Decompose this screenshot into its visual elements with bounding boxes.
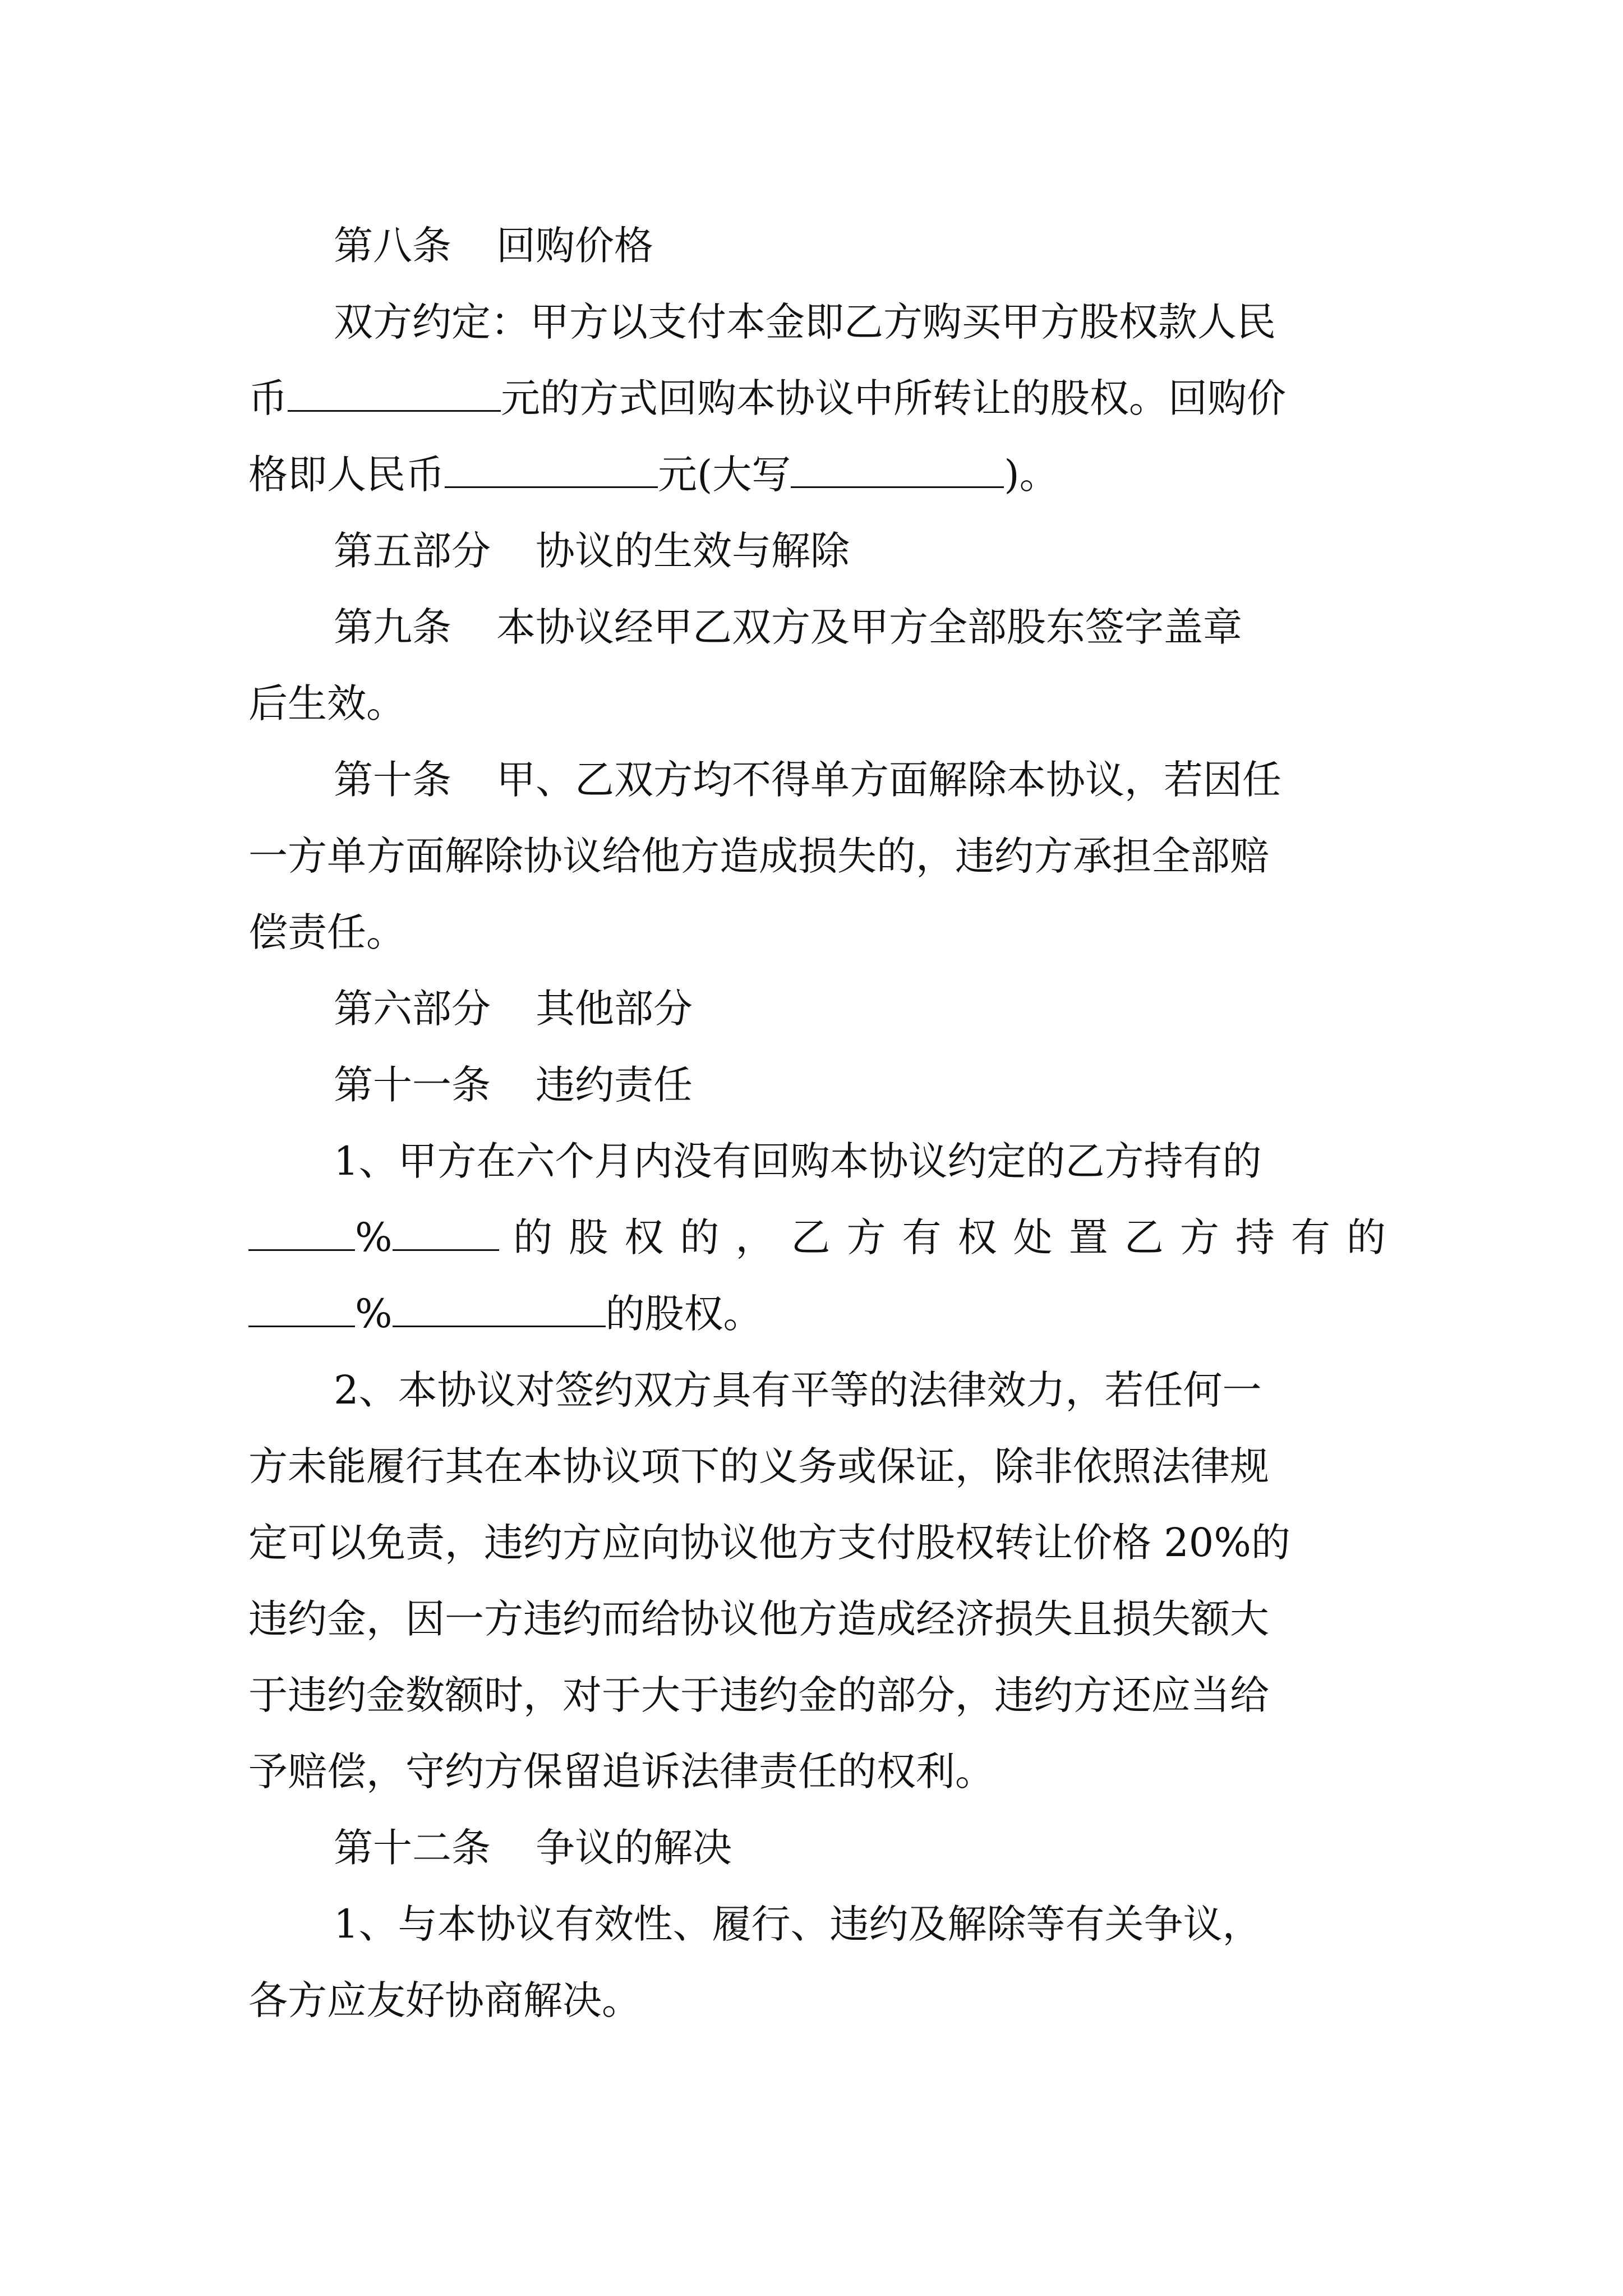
clause-line xyxy=(248,1276,1386,1352)
fill-in-blank xyxy=(393,1294,606,1327)
text-run: 元的方式回购本协议中所转让的股权。回购价 xyxy=(501,375,1286,421)
text-run: 元(大写 xyxy=(658,452,791,498)
article-12-heading xyxy=(248,1810,1386,1886)
article-number: 第八条 xyxy=(334,223,451,269)
fill-in-blank xyxy=(248,1294,355,1327)
article-8-heading xyxy=(248,208,1386,284)
clause-line: 1、甲方在六个月内没有回购本协议约定的乙方持有的 xyxy=(334,1138,1262,1184)
article-title: 违约责任 xyxy=(536,1062,693,1108)
document-page xyxy=(248,208,1386,2039)
article-9-heading xyxy=(248,589,1386,665)
article-title: 争议的解决 xyxy=(536,1825,732,1871)
text-run: 格即人民币 xyxy=(248,452,445,498)
fill-in-blank xyxy=(248,1218,355,1251)
fill-in-blank xyxy=(445,455,658,488)
article-10-heading xyxy=(248,742,1386,818)
part-number: 第六部分 xyxy=(334,986,491,1032)
clause-line: 于违约金数额时，对于大于违约金的部分，违约方还应当给 xyxy=(248,1672,1269,1718)
clause-line: 方未能履行其在本协议项下的义务或保证，除非依照法律规 xyxy=(248,1443,1269,1489)
percent-sign: % xyxy=(355,1214,393,1260)
clause-line: % 的 股 权 的 ， 乙 方 有 权 处 置 乙 方 持 有 的 xyxy=(248,1199,1386,1276)
clause-line: 各方应友好协商解决。 xyxy=(248,1977,641,2023)
clause-line: 定可以免责，违约方应向协议他方支付股权转让价格 20%的 xyxy=(248,1520,1290,1566)
part-title: 其他部分 xyxy=(536,986,693,1032)
fill-in-blank xyxy=(791,455,1004,488)
paragraph-line: 双方约定：甲方以支付本金即乙方购买甲方股权款人民 xyxy=(334,299,1276,345)
part-6-heading xyxy=(248,970,1386,1047)
article-number: 第十一条 xyxy=(334,1062,491,1108)
text-run: 的股权。 xyxy=(605,1291,763,1337)
paragraph-line xyxy=(248,436,1386,513)
clause-line: 违约金，因一方违约而给协议他方造成经济损失且损失额大 xyxy=(248,1596,1269,1642)
paragraph-line: 偿责任。 xyxy=(248,909,405,955)
article-number: 第九条 xyxy=(334,604,451,650)
percent-sign: % xyxy=(355,1291,393,1337)
part-title: 协议的生效与解除 xyxy=(536,528,850,574)
paragraph-line: 后生效。 xyxy=(248,680,405,726)
paragraph-line xyxy=(248,360,1386,436)
text-run: 甲、乙双方均不得单方面解除本协议，若因任 xyxy=(496,757,1281,803)
part-number: 第五部分 xyxy=(334,528,491,574)
clause-line: 2、本协议对签约双方具有平等的法律效力，若任何一 xyxy=(334,1367,1262,1413)
article-number: 第十条 xyxy=(334,757,451,803)
text-run: 本协议经甲乙双方及甲方全部股东签字盖章 xyxy=(496,604,1242,650)
part-5-heading xyxy=(248,513,1386,589)
text-run: )。 xyxy=(1004,452,1059,498)
fill-in-blank xyxy=(288,379,501,412)
article-title: 回购价格 xyxy=(496,223,653,269)
paragraph-line: 一方单方面解除协议给他方造成损失的，违约方承担全部赔 xyxy=(248,833,1269,879)
text-run: 币 xyxy=(248,375,288,421)
clause-line: 1、与本协议有效性、履行、违约及解除等有关争议， xyxy=(334,1901,1262,1947)
article-11-heading xyxy=(248,1047,1386,1123)
clause-line: 予赔偿，守约方保留追诉法律责任的权利。 xyxy=(248,1749,994,1795)
article-number: 第十二条 xyxy=(334,1825,491,1871)
fill-in-blank xyxy=(393,1218,499,1251)
